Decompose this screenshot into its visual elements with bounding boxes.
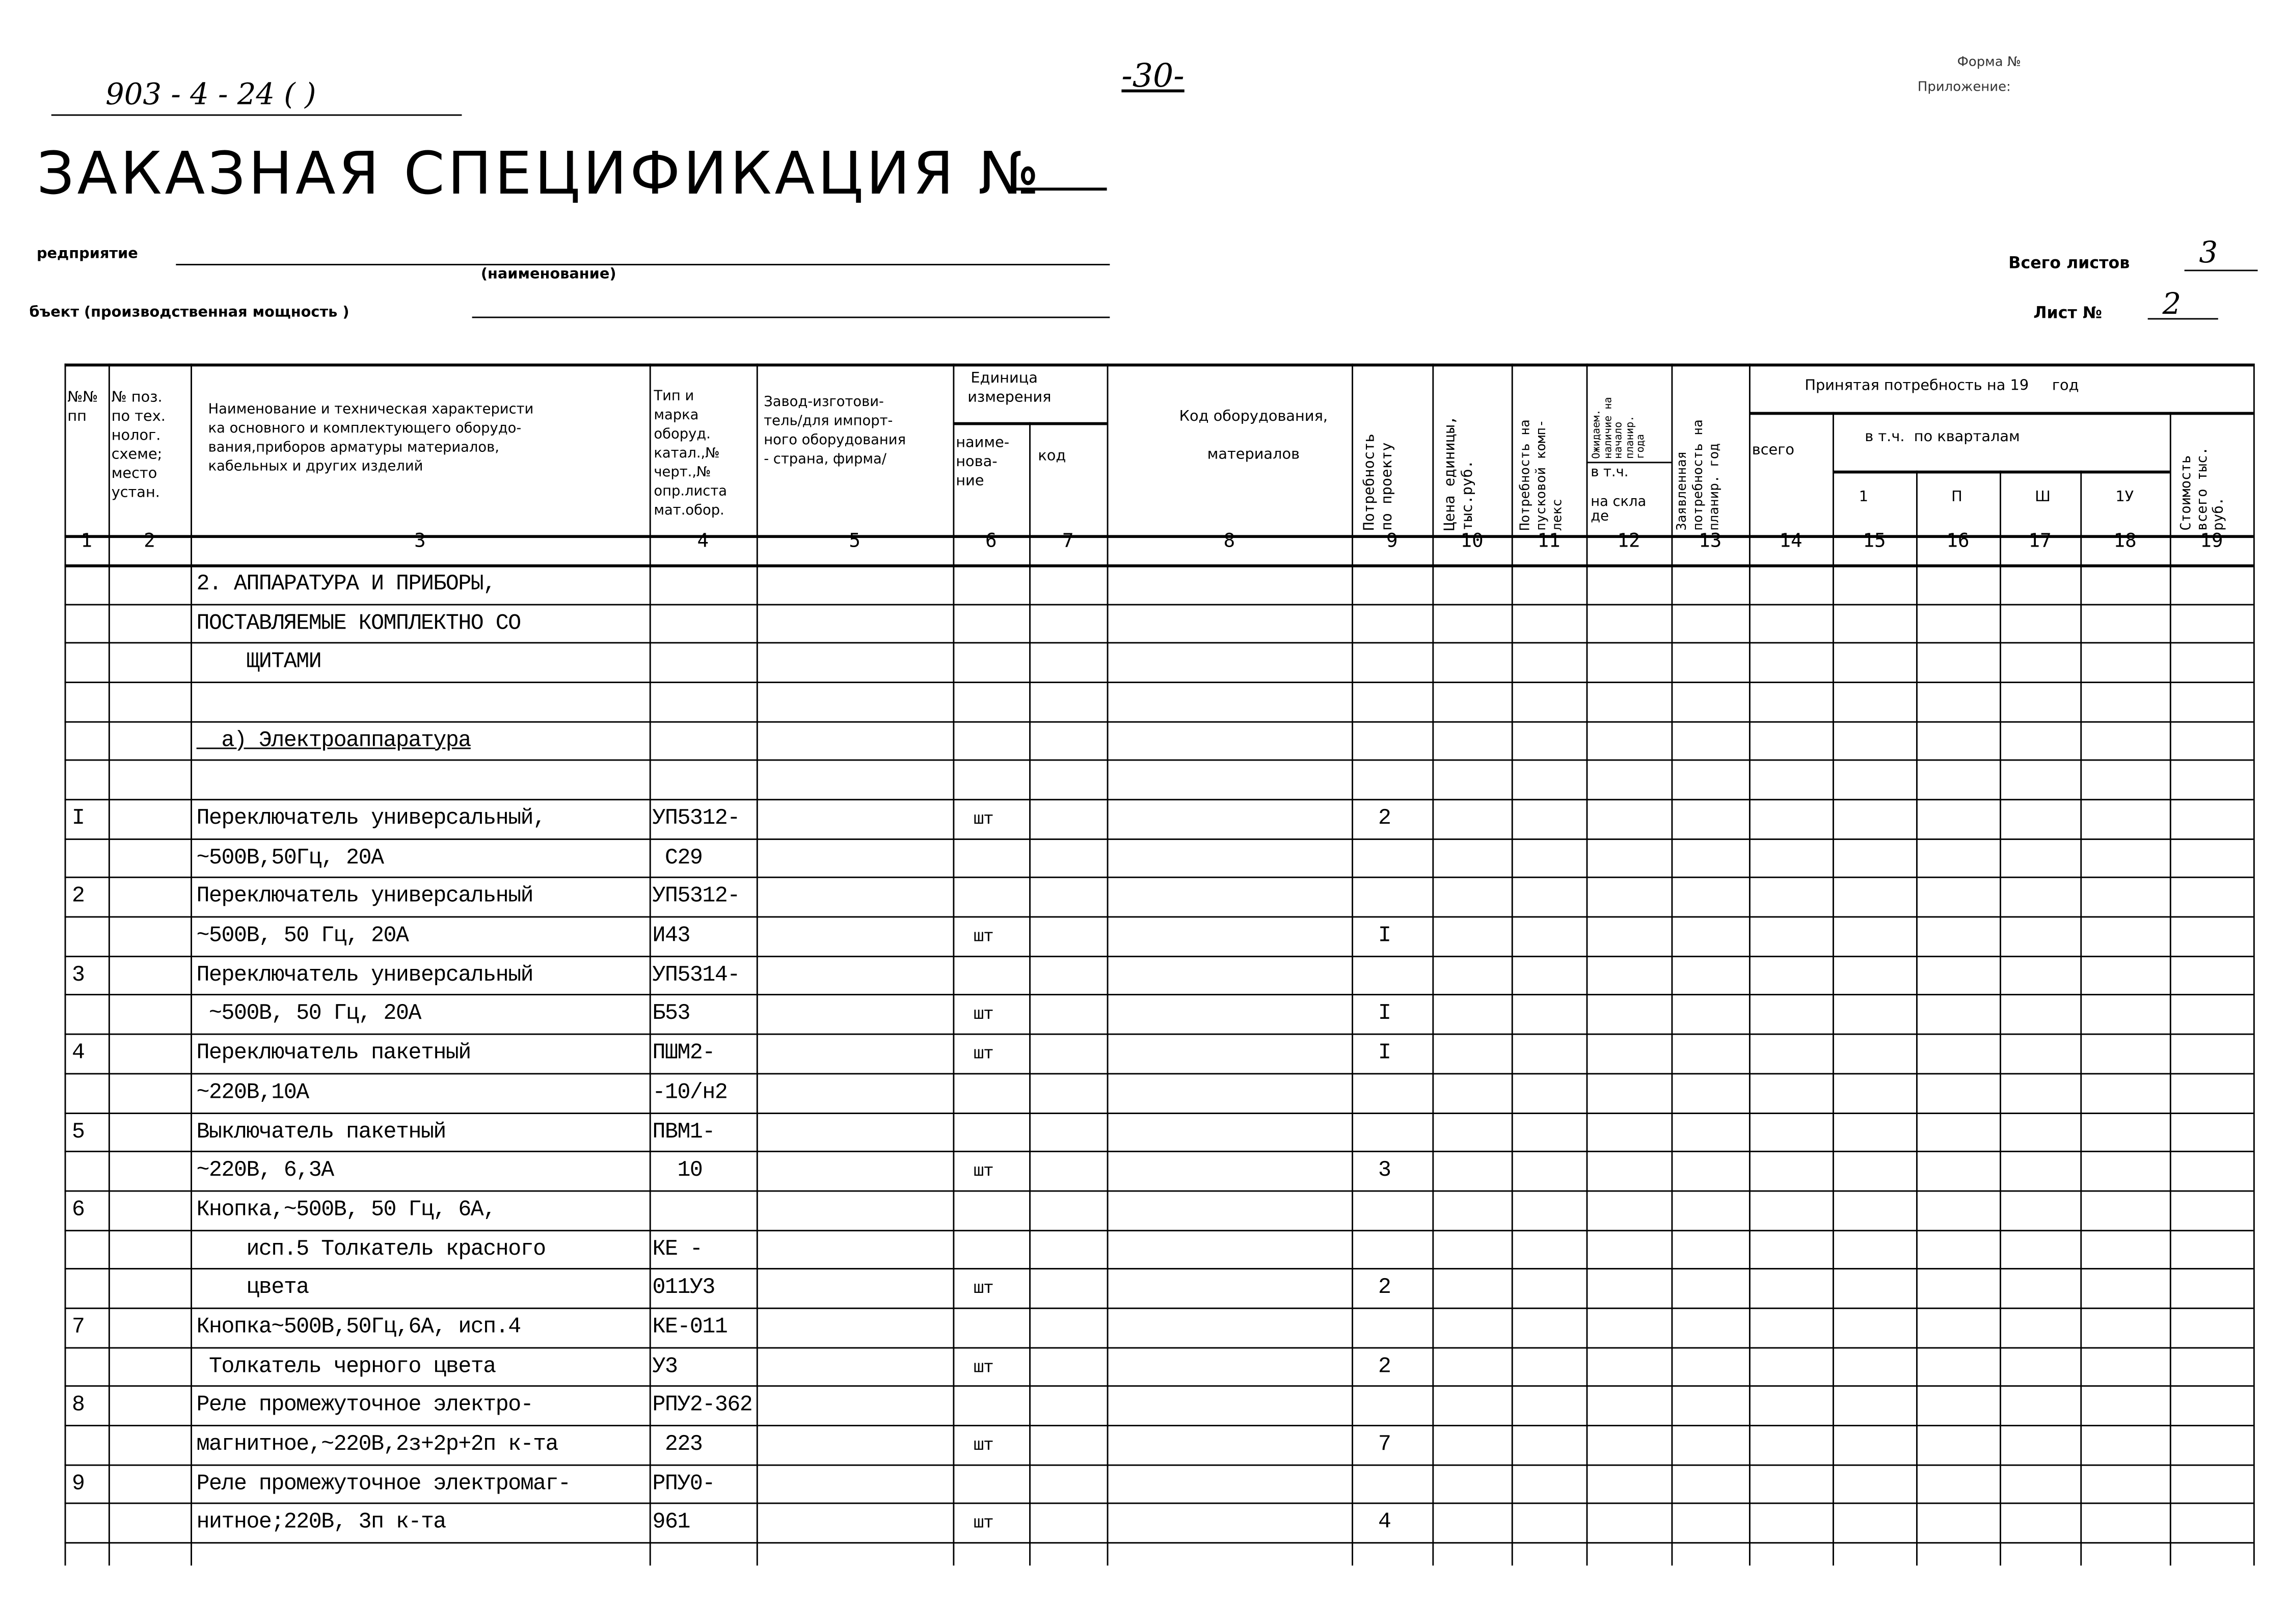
item-type: УП5312- <box>652 884 740 910</box>
item-description: Толкатель черного цвета <box>196 1354 496 1379</box>
header-bottom-border <box>65 535 2253 538</box>
unit-name: шт <box>973 1044 993 1065</box>
title-number-line <box>1012 187 1107 191</box>
object-field[interactable] <box>472 317 1110 318</box>
column-number-13: 13 <box>1699 530 1722 553</box>
header-c7: код <box>1038 448 1066 465</box>
header-c5: Завод-изготови- тель/для импорт- ного оборудования - страна, фирма/ <box>764 394 906 468</box>
item-description: ~500В, 50 Гц, 20А <box>196 924 409 949</box>
header-c9: Потребность по проекту <box>1362 434 1396 531</box>
item-type: РПУ2-362 <box>652 1393 752 1418</box>
table-row-border <box>65 1268 2253 1270</box>
column-number-12: 12 <box>1617 530 1640 553</box>
table-row-border <box>65 1229 2253 1231</box>
header-c3: Наименование и техническая характеристи ка основного и комплектующего оборудо- вания,приборов арматуры материалов, кабельных и других изделий <box>208 401 534 475</box>
column-number-1: 1 <box>80 530 93 553</box>
code-underline <box>51 114 462 116</box>
table-row-border <box>65 956 2253 957</box>
item-type: КЕ-011 <box>652 1314 728 1340</box>
table-row-border <box>65 1308 2253 1309</box>
table-row-border <box>65 1386 2253 1387</box>
item-type: 10 <box>652 1158 703 1183</box>
column-number-3: 3 <box>414 530 426 553</box>
row-number: 2 <box>72 884 85 910</box>
table-row-border <box>65 682 2253 683</box>
column-line <box>2170 412 2171 1566</box>
row-number: 6 <box>72 1197 85 1223</box>
item-description: Переключатель пакетный <box>196 1041 471 1066</box>
row-number: 7 <box>72 1314 85 1340</box>
enterprise-field[interactable] <box>176 264 1110 265</box>
table-top-border <box>65 364 2253 367</box>
column-number-11: 11 <box>1537 530 1560 553</box>
project-quantity: 7 <box>1378 1432 1391 1457</box>
table-row-border <box>65 1190 2253 1192</box>
item-description: ЩИТАМИ <box>196 649 321 675</box>
column-number-2: 2 <box>144 530 155 553</box>
header-q3: Ш <box>2035 490 2051 506</box>
header-q4: 1У <box>2115 490 2134 506</box>
column-number-10: 10 <box>1460 530 1484 553</box>
header-c12_bottom: в т.ч. на скла де <box>1591 465 1647 525</box>
unit-name: шт <box>973 1005 993 1025</box>
table-row-border <box>65 1425 2253 1426</box>
project-quantity: I <box>1378 1002 1391 1027</box>
column-number-16: 16 <box>1946 530 1970 553</box>
table-row-border <box>65 642 2253 644</box>
item-description: Переключатель универсальный <box>196 962 533 988</box>
sheet-label: Лист № <box>2033 303 2102 323</box>
unit-name: шт <box>973 1278 993 1300</box>
column-number-9: 9 <box>1386 530 1398 553</box>
row-number: 5 <box>72 1119 85 1145</box>
header-c19: Стоимость всего тыс. руб. <box>2178 447 2227 531</box>
item-description: Реле промежуточное электро- <box>196 1393 533 1418</box>
item-description: Переключатель универсальный <box>196 884 533 910</box>
project-quantity: 2 <box>1378 1276 1391 1301</box>
item-type: УП5312- <box>652 806 740 831</box>
table-row-border <box>65 760 2253 762</box>
table-row-border <box>65 1542 2253 1544</box>
column-number-14: 14 <box>1779 530 1802 553</box>
header-c14: всего <box>1752 443 1794 459</box>
item-description: ~500В, 50 Гц, 20А <box>196 1002 421 1027</box>
column-number-5: 5 <box>849 530 860 553</box>
sheet-value: 2 <box>2162 286 2182 321</box>
column-number-7: 7 <box>1062 530 1074 553</box>
item-type: УП5314- <box>652 962 740 988</box>
table-row-border <box>65 838 2253 840</box>
table-row-border <box>65 1503 2253 1504</box>
item-description: Кнопка~500В,50Гц,6А, исп.4 <box>196 1314 521 1340</box>
column-line <box>1916 471 1918 1566</box>
item-description: Переключатель универсальный, <box>196 806 546 831</box>
header-c10: Цена единицы, тыс.руб. <box>1442 416 1476 531</box>
item-description: ~220В, 6,3А <box>196 1158 334 1183</box>
item-description: ~220В,10А <box>196 1080 309 1105</box>
total-sheets-line <box>2185 269 2258 271</box>
item-description: магнитное,~220В,2з+2р+2п к-та <box>196 1432 558 1457</box>
table-row-border <box>65 721 2253 722</box>
table-row-border <box>65 916 2253 918</box>
item-type: 011У3 <box>652 1276 715 1301</box>
header-c12_top: Ожидаем. наличие на начало планир. года <box>1591 397 1647 459</box>
column-number-17: 17 <box>2028 530 2052 553</box>
item-description: цвета <box>196 1276 309 1301</box>
row-number: 3 <box>72 962 85 988</box>
page-number: -30- <box>1121 59 1185 96</box>
project-quantity: 2 <box>1378 1354 1391 1379</box>
unit-name: шт <box>973 926 993 948</box>
column-line <box>1029 422 1031 1566</box>
unit-name: шт <box>973 1357 993 1377</box>
item-description: ПОСТАВЛЯЕМЫЕ КОМПЛЕКТНО СО <box>196 611 521 636</box>
table-row-border <box>65 1346 2253 1348</box>
unit-name: шт <box>973 1161 993 1182</box>
item-description: Кнопка,~500В, 50 Гц, 6А, <box>196 1197 496 1223</box>
item-description: исп.5 Толкатель красного <box>196 1236 546 1262</box>
item-type: ПШМ2- <box>652 1041 715 1066</box>
table-row-border <box>65 1112 2253 1114</box>
column-number-8: 8 <box>1223 530 1235 553</box>
object-label: бъект (производственная мощность ) <box>29 305 349 321</box>
page-title: ЗАКАЗНАЯ СПЕЦИФИКАЦИЯ № <box>36 141 1042 208</box>
project-quantity: I <box>1378 924 1391 949</box>
header-quarters_group: в т.ч. по кварталам <box>1865 429 2020 446</box>
project-quantity: 2 <box>1378 806 1391 831</box>
table-row-border <box>65 1073 2253 1074</box>
item-type: И43 <box>652 924 690 949</box>
item-type: КЕ - <box>652 1236 703 1262</box>
item-type: У3 <box>652 1354 678 1379</box>
document-code: 903 - 4 - 24 ( ) <box>105 76 316 112</box>
item-type: РПУ0- <box>652 1471 715 1496</box>
column-line <box>2080 471 2082 1566</box>
table-row-border <box>65 1034 2253 1035</box>
column-number-19: 19 <box>2200 530 2223 553</box>
header-c13: Заявленная потребность на планир. год <box>1676 419 1723 531</box>
item-type: 223 <box>652 1432 703 1457</box>
sheet-line <box>2148 318 2218 319</box>
column-line <box>1833 412 1834 1566</box>
row-number: 9 <box>72 1471 85 1496</box>
table-row-border <box>65 604 2253 605</box>
item-type: ПВМ1- <box>652 1119 715 1145</box>
column-number-6: 6 <box>985 530 997 553</box>
form-label: Форма № <box>1957 56 2021 71</box>
table-row-border <box>65 877 2253 879</box>
project-quantity: I <box>1378 1041 1391 1066</box>
unit-name: шт <box>973 1435 993 1456</box>
item-description: нитное;220В, 3п к-та <box>196 1510 446 1535</box>
column-number-18: 18 <box>2113 530 2137 553</box>
row-number: 8 <box>72 1393 85 1418</box>
header-c1: №№ пп <box>67 390 98 425</box>
name-hint: (наименование) <box>480 266 616 283</box>
item-description: Реле промежуточное электромаг- <box>196 1471 571 1496</box>
item-type: С29 <box>652 845 703 871</box>
total-sheets-label: Всего листов <box>2008 253 2130 273</box>
number-row-border <box>65 564 2253 567</box>
project-quantity: 4 <box>1378 1510 1391 1535</box>
header-c2: № поз. по тех. нолог. схеме; место устан. <box>111 390 166 502</box>
stock-divider <box>1586 462 1672 463</box>
project-quantity: 3 <box>1378 1158 1391 1183</box>
unit-name: шт <box>973 1513 993 1534</box>
column-line <box>2000 471 2001 1566</box>
item-type: Б53 <box>652 1002 690 1027</box>
row-number: 4 <box>72 1041 85 1066</box>
header-c11: Потребность на пусковой комп- лекс <box>1519 419 1566 531</box>
header-c4: Тип и марка оборуд. катал.,№ черт.,№ опр.листа мат.обор. <box>654 388 728 519</box>
column-number-15: 15 <box>1863 530 1886 553</box>
row-number: I <box>72 806 85 831</box>
table-row-border <box>65 1464 2253 1466</box>
header-c8: Код оборудования, материалов <box>1179 409 1328 464</box>
table-row-border <box>65 1151 2253 1152</box>
column-number-4: 4 <box>697 530 709 553</box>
header-c6: наиме- нова- ние <box>956 435 1010 490</box>
item-type: -10/н2 <box>652 1080 728 1105</box>
header-unit_group: Единица измерения <box>967 371 1052 407</box>
item-description: а) Электроаппаратура <box>196 728 471 753</box>
item-type: 961 <box>652 1510 690 1535</box>
table-row-border <box>65 994 2253 996</box>
item-description: ~500В,50Гц, 20А <box>196 845 384 871</box>
appendix-label: Приложение: <box>1917 80 2011 96</box>
total-sheets-value: 3 <box>2199 234 2218 270</box>
header-q1: 1 <box>1859 490 1869 506</box>
item-description: Выключатель пакетный <box>196 1119 446 1145</box>
item-description: 2. АППАРАТУРА И ПРИБОРЫ, <box>196 572 496 597</box>
unit-name: шт <box>973 809 993 830</box>
header-accepted_group: Принятая потребность на 19 год <box>1805 378 2079 395</box>
header-q2: П <box>1951 490 1962 506</box>
enterprise-label: редприятие <box>36 246 138 263</box>
accepted-group-divider <box>1749 412 2253 415</box>
table-row-border <box>65 799 2253 801</box>
column-line <box>2253 364 2255 1566</box>
